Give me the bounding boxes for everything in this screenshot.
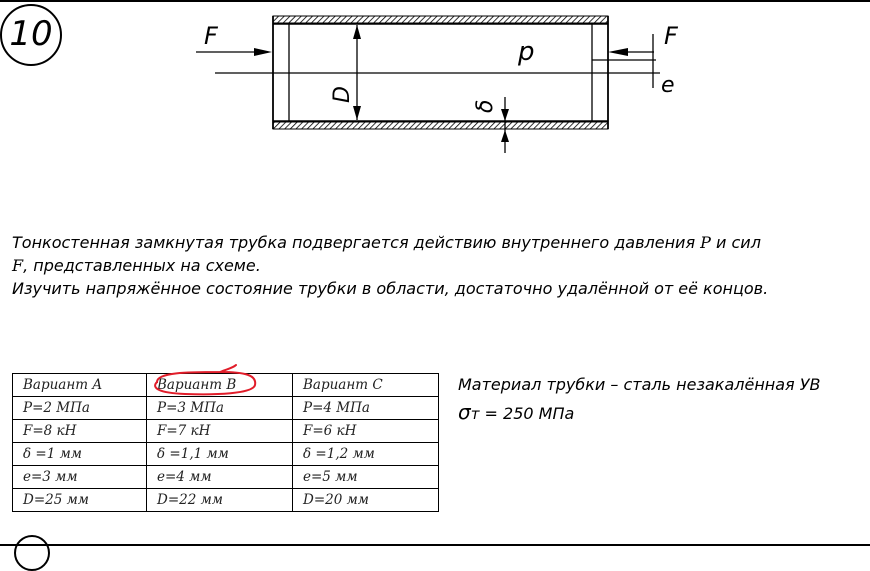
table-cell: F=8 кН (13, 420, 147, 443)
yield-strength: σт = 250 МПа (458, 400, 575, 424)
diameter-label: D (330, 86, 355, 103)
table-row (13, 466, 439, 489)
tube-diagram (0, 0, 870, 200)
force-right-label: F (664, 22, 678, 50)
statement-line-2: F, представленных на схеме. (12, 256, 261, 275)
statement-line-3: Изучить напряжённое состояние трубки в области, достаточно удалённой от её концов. (12, 279, 769, 298)
problem-number: 10 (0, 4, 62, 66)
force-left-label: F (204, 22, 218, 50)
header-variant-b: Вариант B (147, 374, 293, 397)
tube-top-wall (273, 16, 608, 23)
statement-line-1: Тонкостенная замкнутая трубка подвергается действию внутреннего давления P и сил (12, 233, 761, 252)
table-row (13, 443, 439, 466)
table-row (13, 420, 439, 443)
table-cell: P=2 МПа (13, 397, 147, 420)
table-cell: e=3 мм (13, 466, 147, 489)
frame-bottom-border (0, 544, 870, 546)
table-cell: e=5 мм (293, 466, 439, 489)
table-cell: δ =1,2 мм (293, 443, 439, 466)
table-cell: D=20 мм (293, 489, 439, 512)
table-cell: δ =1,1 мм (147, 443, 293, 466)
table-row (13, 489, 439, 512)
problem-statement (12, 231, 870, 300)
table-cell: F=6 кН (293, 420, 439, 443)
table-cell: e=4 мм (147, 466, 293, 489)
header-variant-a: Вариант A (13, 374, 147, 397)
variant-b-highlight (145, 360, 285, 400)
table-cell: D=22 мм (147, 489, 293, 512)
material-line: Материал трубки – сталь незакалённая УВ (458, 375, 821, 394)
pressure-label: p (518, 37, 535, 67)
next-problem-number (14, 535, 50, 571)
table-cell: δ =1 мм (13, 443, 147, 466)
tube-bottom-wall (273, 122, 608, 129)
thickness-label: δ (473, 99, 498, 113)
table-cell: P=3 МПа (147, 397, 293, 420)
header-variant-c: Вариант C (293, 374, 439, 397)
eccentricity-label: e (661, 73, 675, 98)
table-cell: D=25 мм (13, 489, 147, 512)
right-force-arrow (608, 48, 628, 56)
table-cell: P=4 МПа (293, 397, 439, 420)
table-cell: F=7 кН (147, 420, 293, 443)
